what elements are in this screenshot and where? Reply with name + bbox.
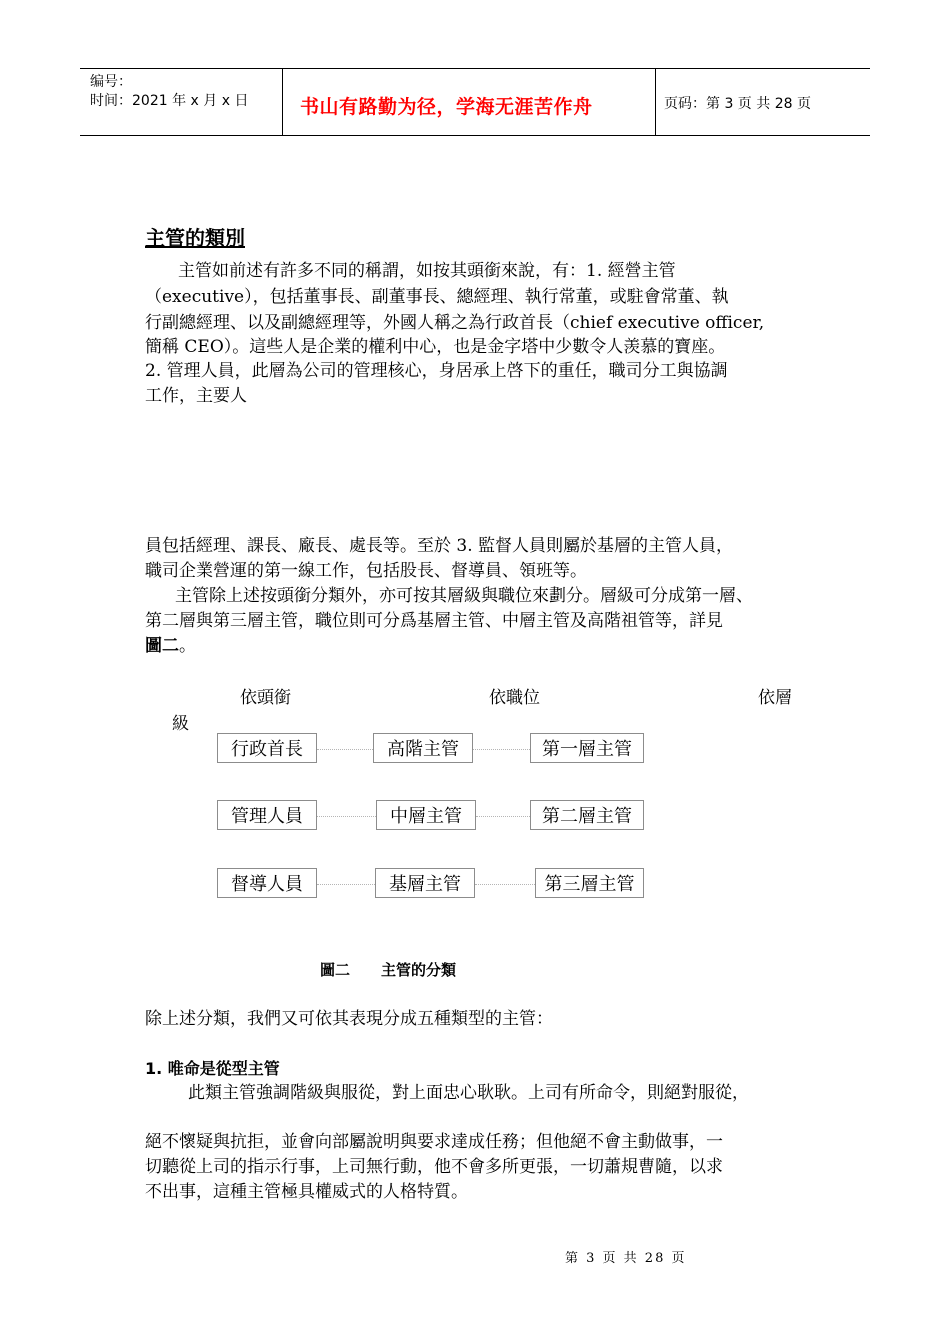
box-title-row2: 管理人員	[217, 800, 317, 830]
para2-line: 第二層與第三層主管，職位則可分爲基層主管、中層主管及高階祖管等，詳見	[145, 611, 723, 631]
connector-line	[317, 884, 375, 885]
types-intro: 除上述分類，我們又可依其表現分成五種類型的主管：	[145, 1009, 553, 1029]
box-position-row1: 高階主管	[373, 733, 473, 763]
para1-line: （executive），包括董事長、副董事長、總經理、執行常董，或駐會常董、執	[145, 287, 729, 307]
header-date: 时间：2021 年 x 月 x 日	[90, 93, 249, 109]
connector-line	[475, 884, 535, 885]
header-number-label: 编号：	[90, 74, 132, 90]
para2-line: 職司企業營運的第一線工作，包括股長、督導員、領班等。	[145, 561, 587, 581]
box-level-row1: 第一層主管	[530, 733, 644, 763]
diagram-heading-level: 依層	[758, 688, 792, 708]
type1-line: 切聽從上司的指示行事，上司無行動，他不會多所更張，一切蕭規曹隨，以求	[145, 1157, 723, 1177]
header-divider-right	[655, 68, 656, 135]
para1-line: 行副總經理、以及副總經理等，外國人稱之為行政首長（chief executive officer,	[145, 313, 765, 333]
connector-line	[476, 816, 530, 817]
box-position-row2: 中層主管	[376, 800, 476, 830]
box-title-row1: 行政首長	[217, 733, 317, 763]
para1-line: 2. 管理人員，此層為公司的管理核心，身居承上啓下的重任，職司分工與協調	[145, 361, 728, 381]
para2-line: 主管除上述按頭銜分類外，亦可按其層級與職位來劃分。層級可分成第一層、	[175, 586, 753, 606]
connector-line	[317, 816, 376, 817]
para1-line: 簡稱 CEO）。這些人是企業的權利中心，也是金字塔中少數令人羡慕的寶座。	[145, 337, 726, 357]
connector-line	[473, 749, 530, 750]
type1-line: 此類主管強調階級與服從，對上面忠心耿耿。上司有所命令，則絕對服從，	[188, 1083, 749, 1103]
header-page-info: 页码：第 3 页 共 28 页	[664, 96, 811, 112]
diagram-heading-level-tail: 級	[172, 714, 189, 734]
box-level-row3: 第三層主管	[535, 868, 644, 898]
header-divider-left	[282, 68, 283, 135]
connector-line	[317, 749, 373, 750]
box-title-row3: 督導人員	[217, 868, 317, 898]
header-top-rule	[80, 68, 870, 69]
diagram-heading-position: 依職位	[489, 688, 540, 708]
para1-line: 工作，主要人	[145, 386, 247, 406]
page-footer: 第 3 页 共 28 页	[565, 1251, 687, 1266]
figure-caption-number: 圖二	[320, 961, 351, 979]
figure-caption-text: 主管的分類	[381, 961, 457, 979]
figure-reference: 圖二	[145, 636, 179, 656]
box-position-row3: 基層主管	[375, 868, 475, 898]
diagram-heading-title: 依頭銜	[240, 688, 291, 708]
type1-title: 1. 唯命是從型主管	[145, 1059, 280, 1078]
header-bottom-rule	[80, 135, 870, 136]
type1-line: 不出事，這種主管極具權威式的人格特質。	[145, 1182, 468, 1202]
para1-line: 主管如前述有許多不同的稱謂，如按其頭銜來說，有：1. 經營主管	[178, 261, 676, 281]
header-motto: 书山有路勤为径，学海无涯苦作舟	[300, 96, 593, 118]
para2-line: 員包括經理、課長、廠長、處長等。至於 3. 監督人員則屬於基層的主管人員，	[145, 536, 734, 556]
section-title: 主管的類別	[145, 226, 245, 250]
figure-reference-tail: 。	[179, 636, 196, 656]
box-level-row2: 第二層主管	[530, 800, 644, 830]
type1-line: 絕不懷疑與抗拒，並會向部屬說明與要求達成任務；但他絕不會主動做事，一	[145, 1132, 723, 1152]
